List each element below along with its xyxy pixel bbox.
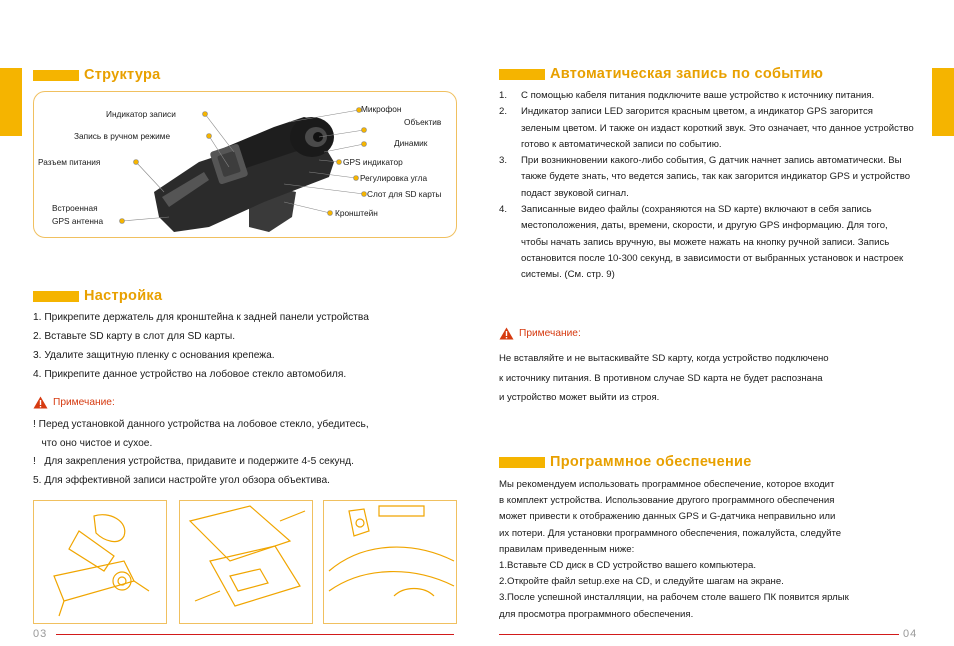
item-number: 1.	[499, 90, 508, 101]
paragraph-line: 3.После успешной инсталляции, на рабочем столе вашего ПК появится ярлык	[499, 592, 849, 604]
heading-bar	[33, 291, 79, 302]
label-manual-rec: Запись в ручном режиме	[74, 131, 171, 141]
list-item: что оно чистое и сухое.	[33, 437, 153, 449]
label-microphone: Микрофон	[361, 104, 402, 114]
auto-record-title: Автоматическая запись по событию	[550, 66, 824, 82]
label-angle-adjust: Регулировка угла	[360, 173, 428, 183]
illustration-sd-insert	[179, 500, 313, 624]
label-gps-indicator: GPS индикатор	[343, 157, 403, 167]
structure-title: Структура	[84, 67, 161, 83]
list-item: 2. Вставьте SD карту в слот для SD карты.	[33, 331, 236, 342]
heading-bar	[499, 69, 545, 80]
page-number-right: 04	[903, 628, 918, 640]
label-lens: Объектив	[404, 117, 442, 127]
illustration-windshield	[323, 500, 457, 624]
item-text: Индикатор записи LED загорится красным цветом, а индикатор GPS загорится зеленым цветом. И также он издаст короткий звук. Это означает, что данное устройство готово к автоматической записи по событию.	[521, 106, 914, 150]
device-diagram	[33, 91, 457, 238]
note-line: Не вставляйте и не вытаскивайте SD карту, когда устройство подключено	[499, 353, 829, 364]
footer-rule-right	[499, 634, 899, 635]
list-item	[499, 88, 914, 104]
list-item: 5. Для эффективной записи настройте угол обзора объектива.	[33, 474, 330, 486]
paragraph-line: Мы рекомендуем использовать программное обеспечение, которое входит	[499, 479, 835, 490]
note-line: и устройство может выйти из строя.	[499, 392, 660, 403]
label-power-jack: Разъем питания	[38, 157, 101, 167]
label-gps-antenna-1: Встроенная	[52, 203, 98, 213]
left-note-heading	[33, 396, 115, 409]
footer-rule-left	[56, 634, 454, 635]
item-text: С помощью кабеля питания подключите ваше устройство к источнику питания.	[521, 90, 875, 101]
warning-icon	[33, 396, 48, 409]
heading-bar	[499, 457, 545, 468]
label-rec-indicator: Индикатор записи	[106, 109, 176, 119]
structure-heading	[33, 67, 161, 83]
item-number: 3.	[499, 155, 508, 167]
setup-steps	[33, 308, 369, 384]
hand-mount-icon	[34, 501, 166, 623]
paragraph-line: правилам приведенным ниже:	[499, 543, 635, 555]
page-number-left: 03	[33, 628, 48, 640]
paragraph-line: для просмотра программного обеспечения.	[499, 608, 694, 620]
list-item: ! Перед установкой данного устройства на лобовое стекло, убедитесь,	[33, 419, 369, 430]
setup-heading	[33, 288, 162, 304]
label-bracket: Кронштейн	[335, 208, 378, 218]
setup-title: Настройка	[84, 288, 163, 304]
sd-card-icon	[180, 501, 312, 623]
auto-record-heading	[499, 66, 823, 82]
left-page-tab	[0, 68, 22, 136]
note-label: Примечание:	[519, 328, 581, 339]
item-number: 4.	[499, 204, 508, 216]
right-note-heading	[499, 327, 581, 340]
list-item	[499, 153, 914, 202]
warning-icon	[499, 327, 514, 340]
label-speaker: Динамик	[394, 138, 428, 148]
list-item	[499, 202, 914, 283]
illustration-mount	[33, 500, 167, 624]
paragraph-line: 2.Откройте файл setup.exe на CD, и следуйте шагам на экране.	[499, 576, 784, 588]
note-label: Примечание:	[53, 397, 115, 408]
label-sd-slot: Слот для SD карты	[367, 189, 442, 199]
left-note-items	[33, 416, 369, 490]
right-note-text	[499, 349, 829, 408]
list-item: ! Для закрепления устройства, придавите и подержите 4-5 секунд.	[33, 456, 354, 467]
paragraph-line: в комплект устройства. Использование другого программного обеспечения	[499, 495, 835, 507]
paragraph-line: может привести к отображению данных GPS и G-датчика неправильно или	[499, 511, 836, 523]
item-number: 2.	[499, 106, 508, 118]
note-line: к источнику питания. В противном случае SD карта не будет распознана	[499, 372, 823, 384]
item-text: При возникновении какого-либо события, G датчик начнет запись автоматически. Вы также будете знать, что ведется запись, так как загорится индикатор GPS и устройство подаст звуковой сигнал.	[521, 155, 911, 199]
software-text	[499, 477, 849, 623]
label-gps-antenna-2: GPS антенна	[52, 216, 104, 226]
list-item: 3. Удалите защитную пленку с основания крепежа.	[33, 350, 275, 361]
windshield-icon	[324, 501, 456, 623]
list-item	[499, 104, 914, 153]
paragraph-line: 1.Вставьте CD диск в CD устройство вашего компьютера.	[499, 560, 756, 572]
paragraph-line: их потери. Для установки программного обеспечения, пожалуйста, следуйте	[499, 527, 842, 539]
list-item: 4. Прикрепите данное устройство на лобовое стекло автомобиля.	[33, 369, 347, 380]
auto-record-list	[499, 88, 914, 284]
item-text: Записанные видео файлы (сохраняются на SD карте) включают в себя запись местоположения, даты, времени, скорости, и другую GPS информацию. Для того, чтобы начать запись вручную, вы можете нажать на кнопку ручной записи. Запись остановится после 10-300 секунд, в зависимости от выбранных установок и настроек системы. (См. стр. 9)	[521, 204, 904, 281]
heading-bar	[33, 70, 79, 81]
list-item: 1. Прикрепите держатель для кронштейна к задней панели устройства	[33, 312, 369, 323]
right-page-tab	[932, 68, 954, 136]
software-title: Программное обеспечение	[550, 454, 752, 470]
software-heading	[499, 454, 752, 470]
